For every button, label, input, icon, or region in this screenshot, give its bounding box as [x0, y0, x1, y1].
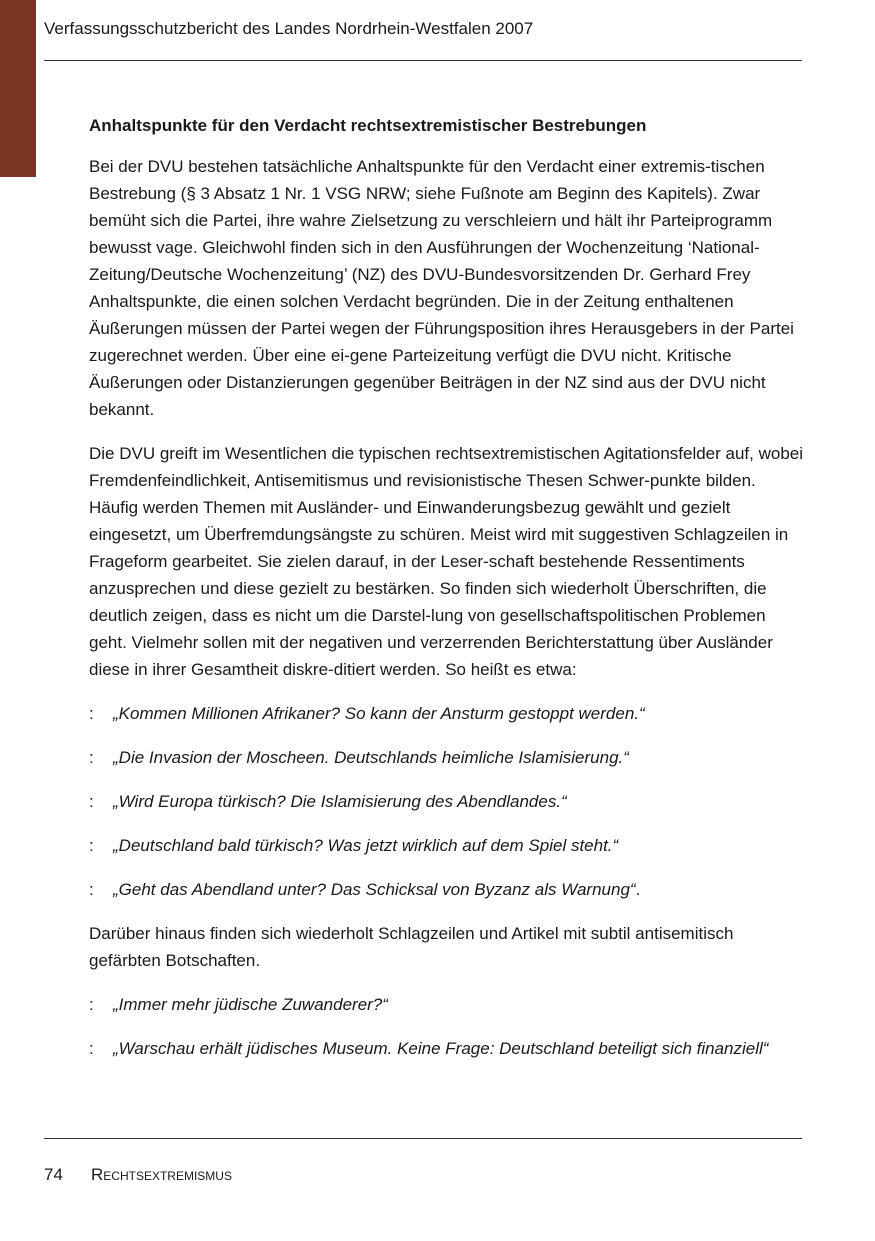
paragraph: Bei der DVU bestehen tatsächliche Anhaltspunkte für den Verdacht einer extremis-tischen Bestrebung (§ 3 Absatz 1 Nr. 1 VSG NRW; siehe Fußnote am Beginn des Kapitels). Zwar bemüht sich die Partei, ihre wahre Zielsetzung zu verschleiern und hält ihr Parteiprogramm bewusst vage. Gleichwohl finden sich in den Ausführungen der Wochenzeitung ‘National-Zeitung/Deutsche Wochenzeitung’ (NZ) des DVU-Bundesvorsitzenden Dr. Gerhard Frey Anhaltspunkte, die einen solchen Verdacht begründen. Die in der Zeitung enthaltenen Äußerungen müssen der Partei wegen der Führungsposition ihres Herausgebers in der Partei zugerechnet werden. Über eine ei-gene Parteizeitung verfügt die DVU nicht. Kritische Äußerungen oder Distanzierungen gegenüber Beiträgen in der NZ sind aus der DVU nicht bekannt.: [89, 157, 794, 419]
bullet-marker: :: [89, 704, 94, 723]
quote-text: „Wird Europa türkisch? Die Islamisierung des Abendlandes.“: [113, 792, 567, 811]
header-divider: [44, 60, 802, 61]
quote-item: [89, 1035, 804, 1062]
bullet-marker: :: [89, 792, 94, 811]
section-heading: Anhaltspunkte für den Verdacht rechtsextremistischer Bestrebungen: [89, 116, 647, 135]
bullet-marker: :: [89, 1039, 94, 1058]
page-body: [89, 112, 804, 1079]
quote-item: [89, 876, 804, 903]
footer-divider: [44, 1138, 802, 1139]
quote-text: „Immer mehr jüdische Zuwanderer?“: [113, 995, 388, 1014]
bullet-marker: :: [89, 880, 94, 899]
quote-item: [89, 788, 804, 815]
quote-text: „Warschau erhält jüdisches Museum. Keine Frage: Deutschland beteiligt sich finanziell“: [113, 1039, 769, 1058]
quote-text: „Kommen Millionen Afrikaner? So kann der Ansturm gestoppt werden.“: [113, 704, 645, 723]
running-header: Verfassungsschutzbericht des Landes Nordrhein-Westfalen 2007: [44, 19, 534, 38]
quote-item: [89, 991, 804, 1018]
quote-text: „Die Invasion der Moscheen. Deutschlands heimliche Islamisierung.“: [113, 748, 629, 767]
quote-item: [89, 832, 804, 859]
quote-text: „Deutschland bald türkisch? Was jetzt wirklich auf dem Spiel steht.“: [113, 836, 619, 855]
page-number: 74: [44, 1165, 63, 1184]
chapter-color-tab: [0, 0, 36, 177]
paragraph: Darüber hinaus finden sich wiederholt Schlagzeilen und Artikel mit subtil antisemitisch gefärbten Botschaften.: [89, 924, 734, 970]
bullet-marker: :: [89, 748, 94, 767]
bullet-marker: :: [89, 836, 94, 855]
paragraph: Die DVU greift im Wesentlichen die typischen rechtsextremistischen Agitationsfelder auf, wobei Fremdenfeindlichkeit, Antisemitismus und revisionistische Thesen Schwer-punkte bilden. Häufig werden Themen mit Ausländer- und Einwanderungsbezug gewählt und gezielt eingesetzt, um Überfremdungsängste zu schüren. Meist wird mit suggestiven Schlagzeilen in Frageform gearbeitet. Sie zielen darauf, in der Leser-schaft bestehende Ressentiments anzusprechen und diese gezielt zu bestärken. So finden sich wiederholt Überschriften, die deutlich zeigen, dass es nicht um die Darstel-lung von gesellschaftspolitischen Problemen geht. Vielmehr sollen mit der negativen und verzerrenden Berichterstattung über Ausländer diese in ihrer Gesamtheit diskre-ditiert werden. So heißt es etwa:: [89, 444, 804, 679]
bullet-marker: :: [89, 995, 94, 1014]
quote-item: [89, 700, 804, 727]
quote-item: [89, 744, 804, 771]
quote-suffix: .: [635, 880, 641, 899]
running-footer-section: Rechtsextremismus: [91, 1165, 232, 1184]
quote-text: „Geht das Abendland unter? Das Schicksal von Byzanz als Warnung“: [113, 880, 636, 899]
